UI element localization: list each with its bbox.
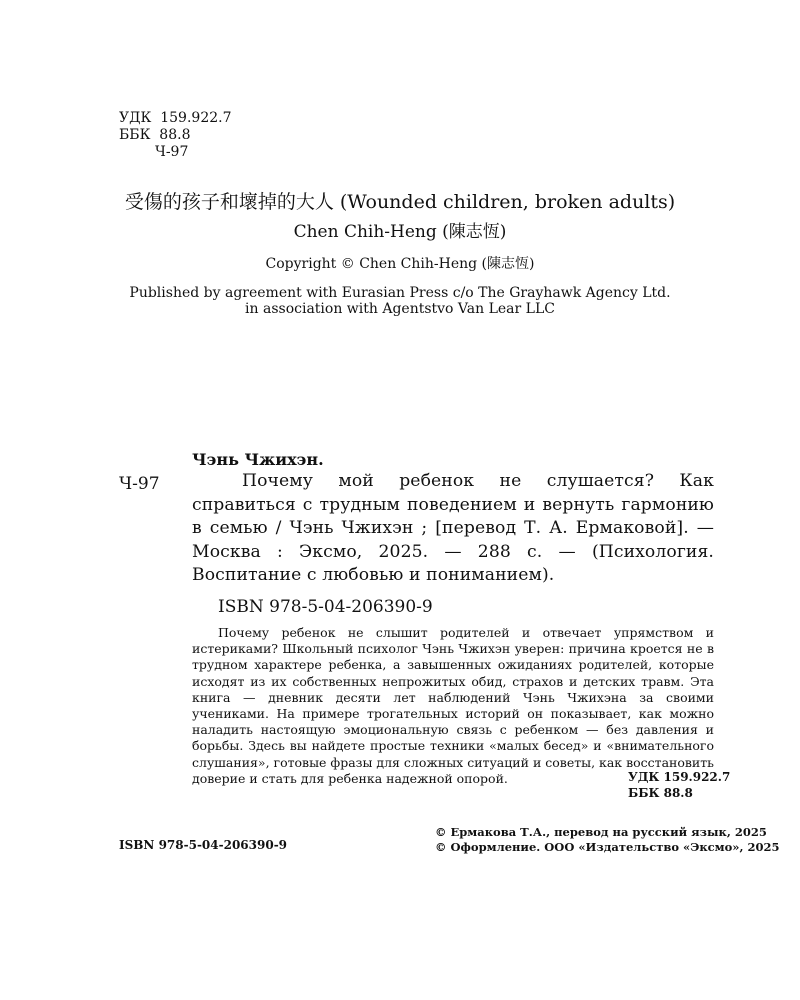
footer-copyrights [435,825,780,855]
catalog-author: Чэнь Чжихэн. [192,450,324,469]
footer-isbn: ISBN 978-5-04-206390-9 [119,838,288,852]
publication-agreement [60,285,740,317]
agreement-line-1: Published by agreement with Eurasian Press c/o The Grayhawk Agency Ltd. [129,285,671,301]
original-copyright: Copyright © Chen Chih-Heng (陳志恆) [265,256,535,272]
translation-copyright: © Ермакова Т.А., перевод на русский язык, 2025 [435,825,767,839]
original-author: Chen Chih-Heng (陳志恆) [293,222,507,242]
udk-code: УДК 159.922.7 [119,110,232,126]
bibliographic-entry: Почему мой ребенок не слушается? Как справиться с трудным поведением и вернуть гармонию в семью / Чэнь Чжихэн ; [перевод Т. А. Ермаковой]. — Москва : Эксмо, 2025. — 288 с. — (Психология. Воспитание с любовью и пониманием). [192,471,714,585]
cutter-code: Ч-97 [155,144,189,160]
agreement-line-2: in association with Agentstvo Van Lear LLC [245,301,555,317]
isbn: ISBN 978-5-04-206390-9 [218,597,433,617]
original-title: 受傷的孩子和壞掉的大人 (Wounded children, broken adults) [124,191,676,213]
catalog-codes [628,769,730,801]
bbk-code: ББК 88.8 [119,127,191,143]
classification-codes [119,110,232,161]
book-annotation: Почему ребенок не слышит родителей и отвечает упрямством и истериками? Школьный психолог Чэнь Чжихэн уверен: причина кроется не в трудном характере ребенка, а завышенных ожиданиях родителей, которые исходят из их собственных непрожитых обид, страхов и детских травм. Эта книга — дневник десяти лет наблюдений Чэнь Чжихэна за своими учениками. На примере трогательных историй он показывает, как можно наладить настоящую эмоциональную связь с ребенком — без давления и борьбы. Здесь вы найдете простые техники «малых бесед» и «внимательного слушания», готовые фразы для сложных ситуаций и советы, как восстановить доверие и стать для ребенка надежной опорой. [192,625,714,786]
design-copyright: © Оформление. ООО «Издательство «Эксмо», 2025 [435,840,780,854]
catalog-udk: УДК 159.922.7 [628,770,731,784]
catalog-cutter: Ч-97 [119,474,160,494]
catalog-bbk: ББК 88.8 [628,786,693,800]
